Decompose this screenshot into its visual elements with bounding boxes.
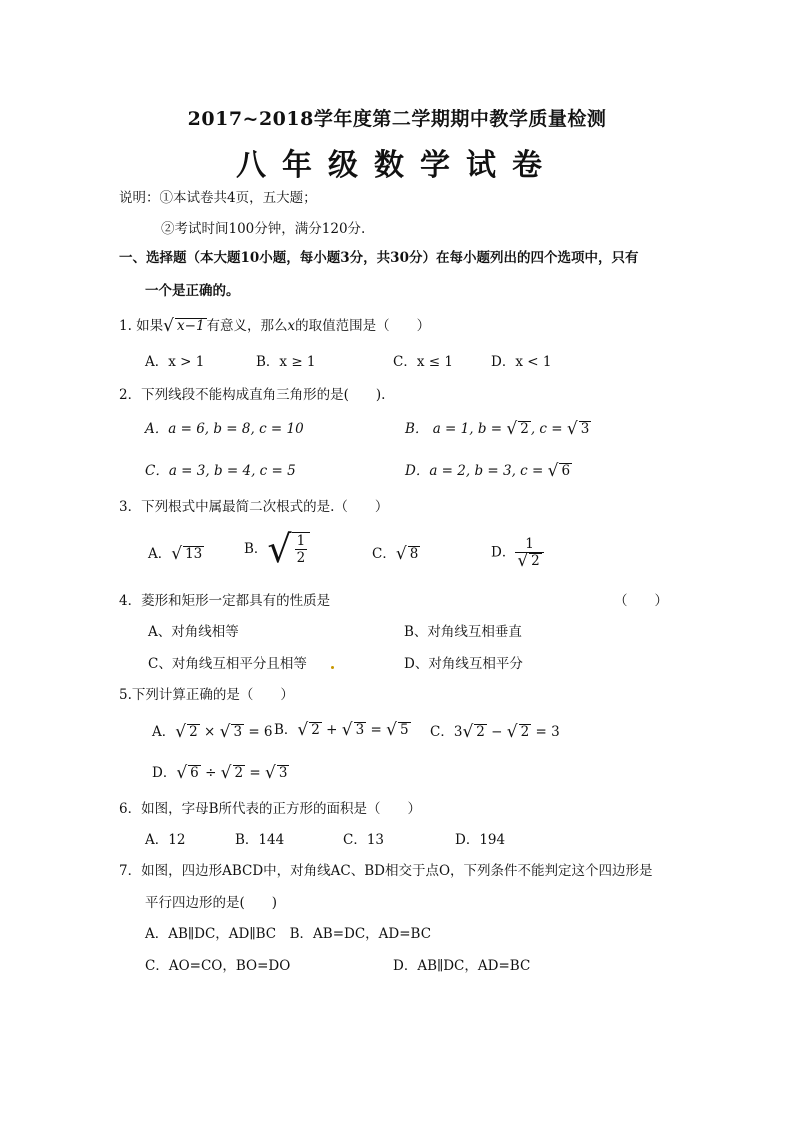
q6-option-c: C．13 (343, 832, 385, 848)
radical-sign: √ (265, 763, 276, 783)
notes-line-2: ②考试时间100分钟，满分120分. (161, 221, 366, 237)
q2-stem: 2．下列线段不能构成直角三角形的是( ). (119, 387, 386, 403)
radical-sign: √ (506, 419, 518, 439)
radical-sign: √ (219, 722, 231, 742)
q2-option-a: A．a = 6, b = 8, c = 10 (145, 421, 304, 437)
q1-option-a: A．x > 1 (145, 354, 205, 370)
q6-option-d: D．194 (455, 832, 506, 848)
notes-line-1: 说明：①本试卷共4页，五大题； (119, 190, 317, 206)
radical-sign: √ (297, 720, 309, 740)
radical-sign: √ (462, 722, 474, 742)
q2-option-b: B． a = 1, b = √ 2 , c = √ 3 (405, 419, 590, 439)
q1-option-c: C．x ≤ 1 (393, 354, 453, 370)
q1-stem: 1. 如果√ x−1 有意义，那么x的取值范围是（ ） (119, 316, 431, 336)
q4-option-a: A、对角线相等 (148, 624, 239, 640)
radical-sign: √ (547, 461, 559, 481)
q1-option-b: B．x ≥ 1 (256, 354, 316, 370)
q6-option-a: A．12 (145, 832, 186, 848)
radical-sign: √ (176, 763, 188, 783)
radical-sign: √ (341, 720, 353, 740)
q7-option-c: C．AO=CO，BO=DO (145, 958, 291, 974)
radical-sign: √ (267, 527, 292, 571)
radical-sign: √ (395, 544, 407, 564)
q7-option-d: D．AB∥DC，AD=BC (393, 958, 531, 974)
radical-sign: √ (506, 722, 518, 742)
q5-stem: 5.下列计算正确的是（ ） (119, 687, 294, 703)
radical-sign: √ (171, 544, 183, 564)
q4-option-c: C、对角线互相平分且相等 (148, 656, 307, 672)
q3-option-c: C．√ 8 (372, 544, 419, 564)
q4-option-b: B、对角线互相垂直 (404, 624, 522, 640)
radical-sign: √ (175, 722, 187, 742)
radical-sign: √ (220, 763, 232, 783)
q3-option-a: A．√ 13 (148, 544, 203, 564)
q5-option-b: B．√ 2 + √ 3 = √ 5 (274, 720, 409, 740)
q6-option-b: B．144 (235, 832, 285, 848)
q1-option-d: D．x < 1 (491, 354, 552, 370)
q7-option-ab: A．AB∥DC，AD∥BC B．AB=DC，AD=BC (145, 926, 432, 942)
q4-option-d: D、对角线互相平分 (404, 656, 523, 672)
exam-subtitle: 八年级数学试卷 (236, 148, 558, 183)
q5-option-a: A．√ 2 × √ 3 = 6 (152, 722, 273, 742)
q3-option-b: B．√ $\frac{1}{2}$ (244, 530, 310, 568)
section1-heading-2: 一个是正确的。 (145, 283, 240, 299)
radical-sign: √ (386, 720, 397, 740)
q4-bracket: （ ） (614, 593, 668, 609)
q5-option-d: D．√ 6 ÷ √ 2 = √ 3 (152, 763, 288, 783)
q4-stem: 4．菱形和矩形一定都具有的性质是 (119, 593, 331, 609)
q1-radicand: x−1 (177, 318, 205, 334)
q3-stem: 3．下列根式中属最简二次根式的是.（ ） (119, 499, 389, 515)
section1-heading-1: 一、选择题（本大题10小题，每小题3分，共30分）在每小题列出的四个选项中，只有 (119, 250, 639, 266)
q6-stem: 6．如图，字母B所代表的正方形的面积是（ ） (119, 801, 422, 817)
q7-stem-1: 7．如图，四边形ABCD中，对角线AC、BD相交于点O，下列条件不能判定这个四边形是 (119, 863, 653, 879)
q5-option-c: C．3√ 2 − √ 2 = 3 (430, 722, 560, 742)
q7-stem-2: 平行四边形的是( ) (145, 895, 278, 911)
stray-mark (331, 666, 334, 669)
exam-title: 2017~2018学年度第二学期期中教学质量检测 (187, 108, 607, 130)
q2-option-c: C．a = 3, b = 4, c = 5 (145, 463, 296, 479)
q2-option-d: D．a = 2, b = 3, c = √ 6 (405, 461, 571, 481)
radical-sign: √ (517, 551, 529, 571)
radical-sign: √ (163, 316, 175, 336)
radical-sign: √ (566, 419, 578, 439)
q3-option-d: D． $\frac{1}{√ 2}$ (491, 536, 544, 569)
